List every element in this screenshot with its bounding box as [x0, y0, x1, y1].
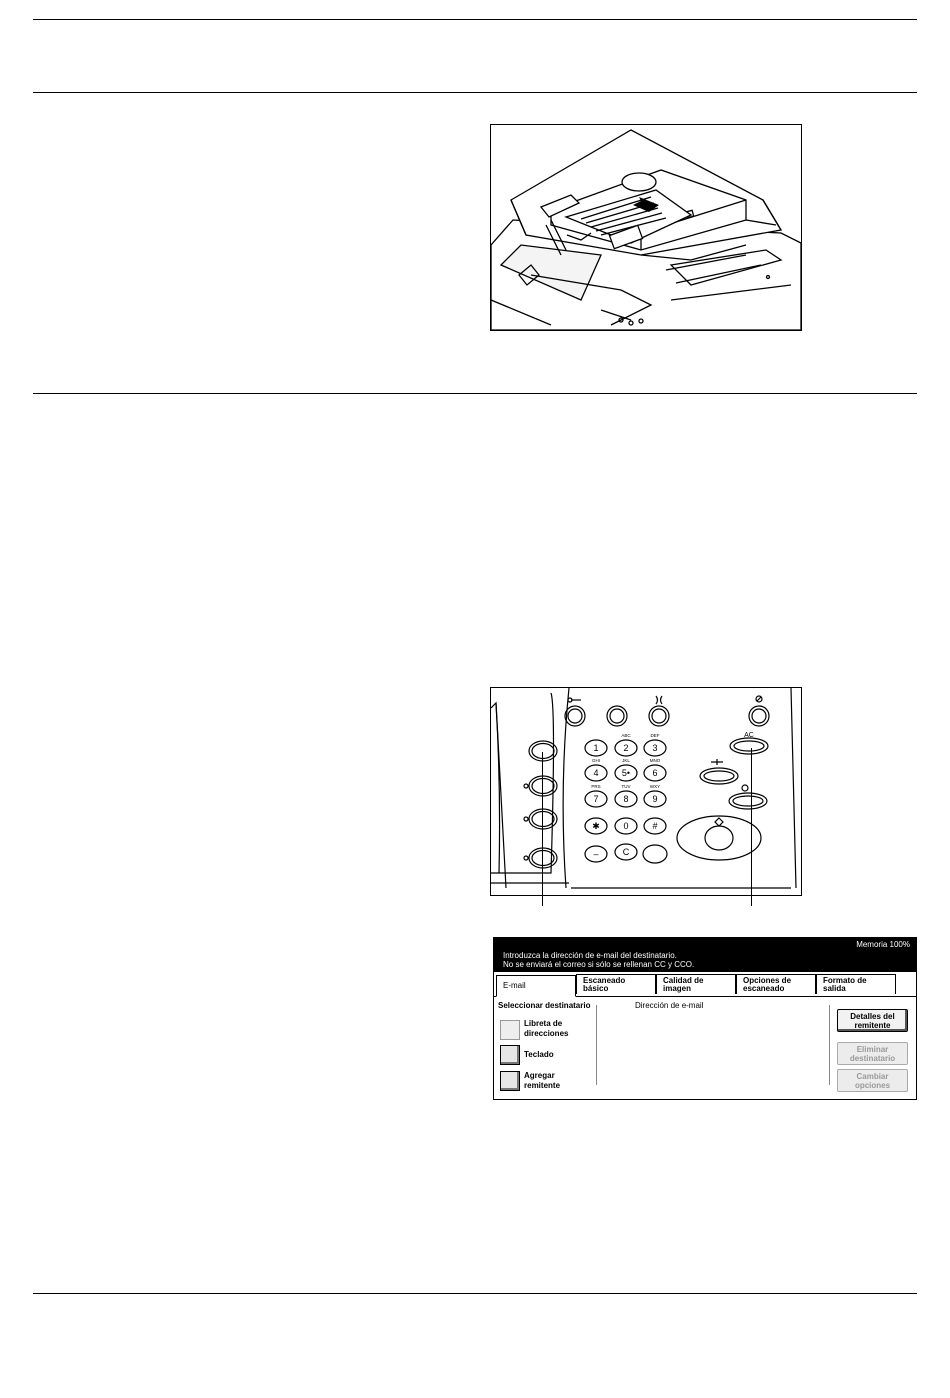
address-book-button[interactable] [500, 1020, 520, 1040]
label-line1: Agregar [524, 1071, 555, 1080]
key-hash: # [652, 821, 658, 831]
message-line-1: Introduzca la dirección de e-mail del destinatario. [503, 951, 677, 960]
add-sender-label [524, 1071, 560, 1091]
svg-text:TUV: TUV [621, 784, 631, 789]
key-3: 3 [652, 743, 658, 753]
key-c: C [622, 847, 630, 857]
svg-text:JKL: JKL [622, 758, 630, 763]
tab-label-line2: imagen [663, 984, 692, 993]
callout-line-left [542, 752, 543, 906]
tab-label: E-mail [503, 981, 526, 990]
button-line1: Eliminar [856, 1045, 889, 1054]
svg-text:MNO: MNO [649, 758, 661, 763]
svg-text:WXY: WXY [649, 784, 661, 789]
key-4: 4 [593, 768, 599, 778]
footer-rule [33, 1293, 917, 1294]
svg-text:ABC: ABC [621, 733, 631, 738]
column-divider [596, 1005, 597, 1085]
keyboard-label: Teclado [524, 1050, 554, 1059]
button-line1: Cambiar [856, 1072, 889, 1081]
label-line1: Libreta de [524, 1019, 563, 1028]
column-divider [829, 1005, 830, 1085]
header-rule-bottom [33, 92, 917, 93]
svg-text:DEF: DEF [650, 733, 660, 738]
tab-email[interactable] [496, 975, 576, 997]
tab-label-line1: Formato de [823, 976, 867, 985]
button-line1: Detalles del [850, 1012, 895, 1021]
tab-label-line2: escaneado [743, 984, 785, 993]
message-line-2: No se enviará el correo si sólo se rellenan CC y CCO. [503, 960, 695, 969]
key-0: 0 [623, 821, 629, 831]
tab-image-quality[interactable] [656, 974, 736, 994]
remove-recipient-button[interactable] [837, 1042, 908, 1065]
tab-label-line2: salida [823, 984, 846, 993]
ac-label: AC [744, 732, 754, 739]
add-sender-button[interactable] [500, 1071, 520, 1091]
tab-scan-options[interactable] [736, 974, 816, 994]
document-feeder-illustration [491, 125, 801, 330]
tab-label-line2: básico [583, 984, 609, 993]
button-line2: opciones [854, 1081, 891, 1090]
label-line2: remitente [524, 1081, 561, 1090]
tab-label-line1: Calidad de [663, 976, 704, 985]
email-touch-screen [493, 937, 917, 1100]
key-1: 1 [593, 743, 599, 753]
callout-line-right [751, 748, 752, 906]
svg-text:PRS: PRS [591, 784, 601, 789]
control-panel-illustration [491, 688, 801, 895]
tab-bar [494, 972, 916, 996]
sender-details-button[interactable] [837, 1009, 908, 1032]
memory-indicator: Memoria 100% [856, 940, 910, 949]
keyboard-button[interactable] [500, 1045, 520, 1065]
button-line2: remitente [854, 1021, 891, 1030]
label-line2: direcciones [524, 1029, 569, 1038]
select-recipient-title: Seleccionar destinatario [498, 1001, 591, 1010]
key-star: ✱ [592, 821, 600, 831]
key-dash: – [593, 849, 599, 859]
key-9: 9 [652, 794, 658, 804]
header-rule-top [33, 19, 917, 20]
address-book-label [524, 1019, 568, 1039]
document-feeder-figure [490, 124, 802, 331]
message-area [494, 938, 916, 972]
tab-output-format[interactable] [816, 974, 896, 994]
button-line2: destinatario [849, 1054, 896, 1063]
email-address-title: Dirección de e-mail [635, 1001, 704, 1010]
key-7: 7 [593, 794, 599, 804]
key-8: 8 [623, 794, 629, 804]
tab-label-line1: Escaneado [583, 976, 626, 985]
svg-text:GHI: GHI [591, 758, 601, 763]
section-rule [33, 393, 917, 394]
tab-basic-scan[interactable] [576, 974, 656, 994]
key-5: 5• [621, 768, 631, 778]
key-2: 2 [623, 743, 629, 753]
key-6: 6 [652, 768, 658, 778]
change-settings-button[interactable] [837, 1069, 908, 1092]
control-panel-figure [490, 687, 802, 896]
tab-label-line1: Opciones de [743, 976, 792, 985]
